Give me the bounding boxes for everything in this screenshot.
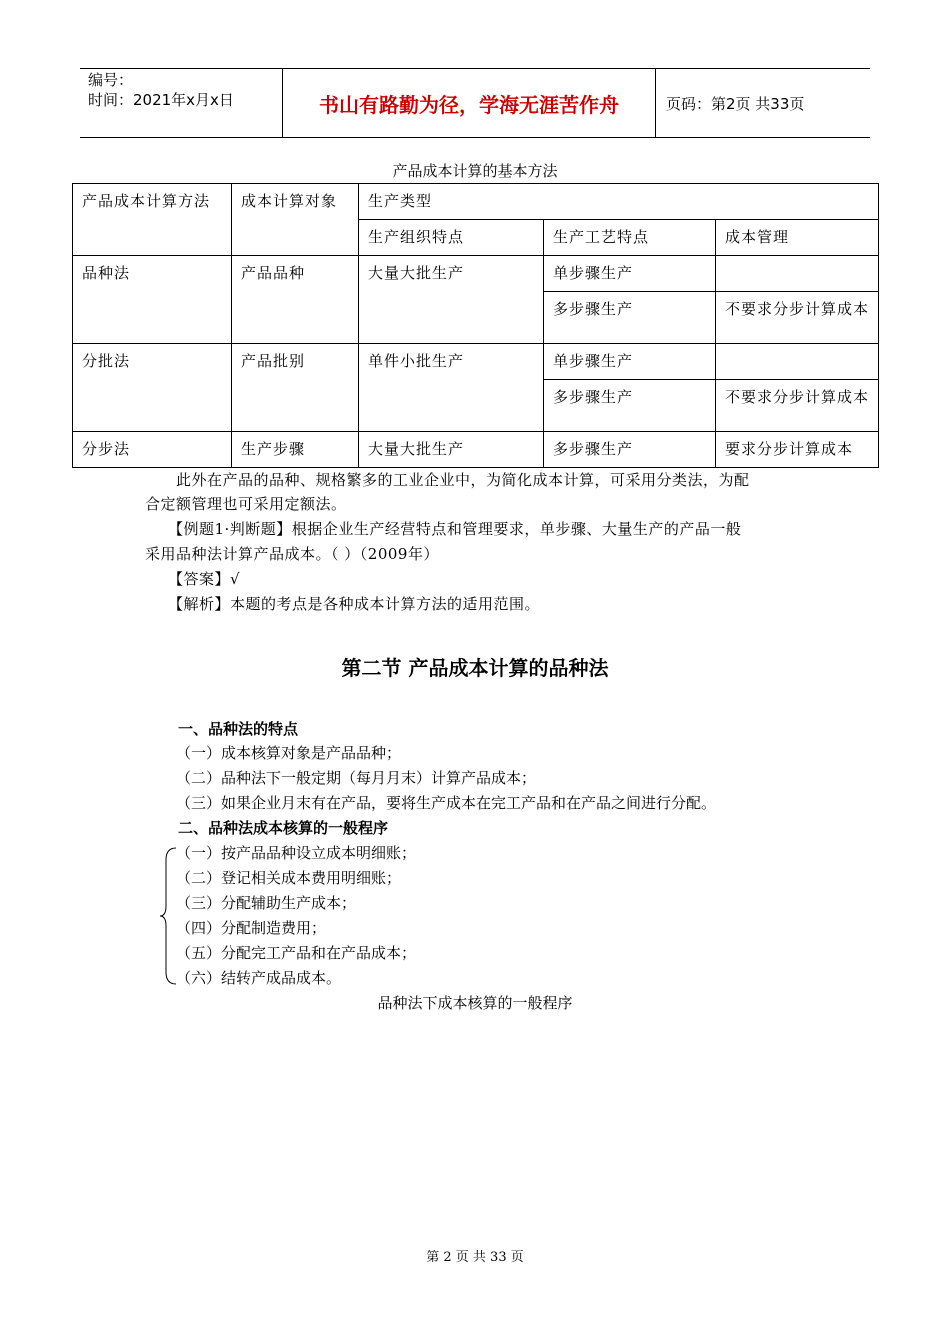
- r2-mgmt-b: 不要求分步计算成本: [716, 380, 879, 432]
- r3-object: 生产步骤: [232, 432, 359, 468]
- th-method: 产品成本计算方法: [73, 184, 232, 256]
- th-object: 成本计算对象: [232, 184, 359, 256]
- page-header: [80, 68, 870, 138]
- header-motto: 书山有路勤为径，学海无涯苦作舟: [282, 69, 656, 137]
- sub1-item: （二）品种法下一般定期（每月月末）计算产品成本；: [176, 769, 537, 787]
- r1-method: 品种法: [73, 256, 232, 344]
- answer-text: 【答案】√: [168, 570, 241, 588]
- sub2-item: （四）分配制造费用；: [176, 919, 327, 937]
- sub1-item: （一）成本核算对象是产品品种；: [176, 744, 402, 762]
- sub2-item: （六）结转产成品成本。: [176, 969, 342, 987]
- sub2-item: （三）分配辅助生产成本；: [176, 894, 357, 912]
- sub1-title: 一、品种法的特点: [178, 720, 299, 738]
- r3-method: 分步法: [73, 432, 232, 468]
- example-line1: 【例题1·判断题】根据企业生产经营特点和管理要求，单步骤、大量生产的产品一般: [168, 520, 742, 538]
- r3-mgmt: 要求分步计算成本: [716, 432, 879, 468]
- page-footer: 第 2 页 共 33 页: [426, 1250, 524, 1265]
- figure-caption: 品种法下成本核算的一般程序: [377, 994, 573, 1012]
- r2-mgmt-a: [716, 344, 879, 380]
- sub2-item: （二）登记相关成本费用明细账；: [176, 869, 402, 887]
- r2-craft-a: 单步骤生产: [544, 344, 716, 380]
- table-caption: 产品成本计算的基本方法: [392, 162, 558, 180]
- sub2-title: 二、品种法成本核算的一般程序: [178, 819, 389, 837]
- time-label: 时间：2021年x月x日: [88, 91, 234, 109]
- r3-org: 大量大批生产: [359, 432, 544, 468]
- r1-craft-b: 多步骤生产: [544, 292, 716, 344]
- header-meta: [80, 69, 282, 137]
- r3-craft: 多步骤生产: [544, 432, 716, 468]
- brace-bracket: [158, 846, 178, 986]
- number-label: 编号：: [88, 71, 134, 89]
- r2-method: 分批法: [73, 344, 232, 432]
- th-org: 生产组织特点: [359, 220, 544, 256]
- r2-org: 单件小批生产: [359, 344, 544, 432]
- r1-craft-a: 单步骤生产: [544, 256, 716, 292]
- r2-craft-b: 多步骤生产: [544, 380, 716, 432]
- para1-line1: 此外在产品的品种、规格繁多的工业企业中，为简化成本计算，可采用分类法，为配: [176, 471, 750, 489]
- r2-object: 产品批别: [232, 344, 359, 432]
- section-title: 第二节 产品成本计算的品种法: [341, 656, 609, 680]
- header-page-info: 页码：第2页 共33页: [666, 94, 805, 113]
- r1-mgmt-b: 不要求分步计算成本: [716, 292, 879, 344]
- r1-org: 大量大批生产: [359, 256, 544, 344]
- cost-method-table: [72, 183, 879, 468]
- th-craft: 生产工艺特点: [544, 220, 716, 256]
- para1-line2: 合定额管理也可采用定额法。: [145, 495, 347, 513]
- sub2-item: （一）按产品品种设立成本明细账；: [176, 844, 417, 862]
- r1-mgmt-a: [716, 256, 879, 292]
- analysis-text: 【解析】本题的考点是各种成本计算方法的适用范围。: [168, 595, 541, 613]
- th-type: 生产类型: [359, 184, 879, 220]
- r1-object: 产品品种: [232, 256, 359, 344]
- sub1-item: （三）如果企业月末有在产品，要将生产成本在完工产品和在产品之间进行分配。: [176, 794, 717, 812]
- sub2-item: （五）分配完工产品和在产品成本；: [176, 944, 417, 962]
- th-mgmt: 成本管理: [716, 220, 879, 256]
- example-line2: 采用品种法计算产品成本。（ ）（2009年）: [145, 545, 439, 563]
